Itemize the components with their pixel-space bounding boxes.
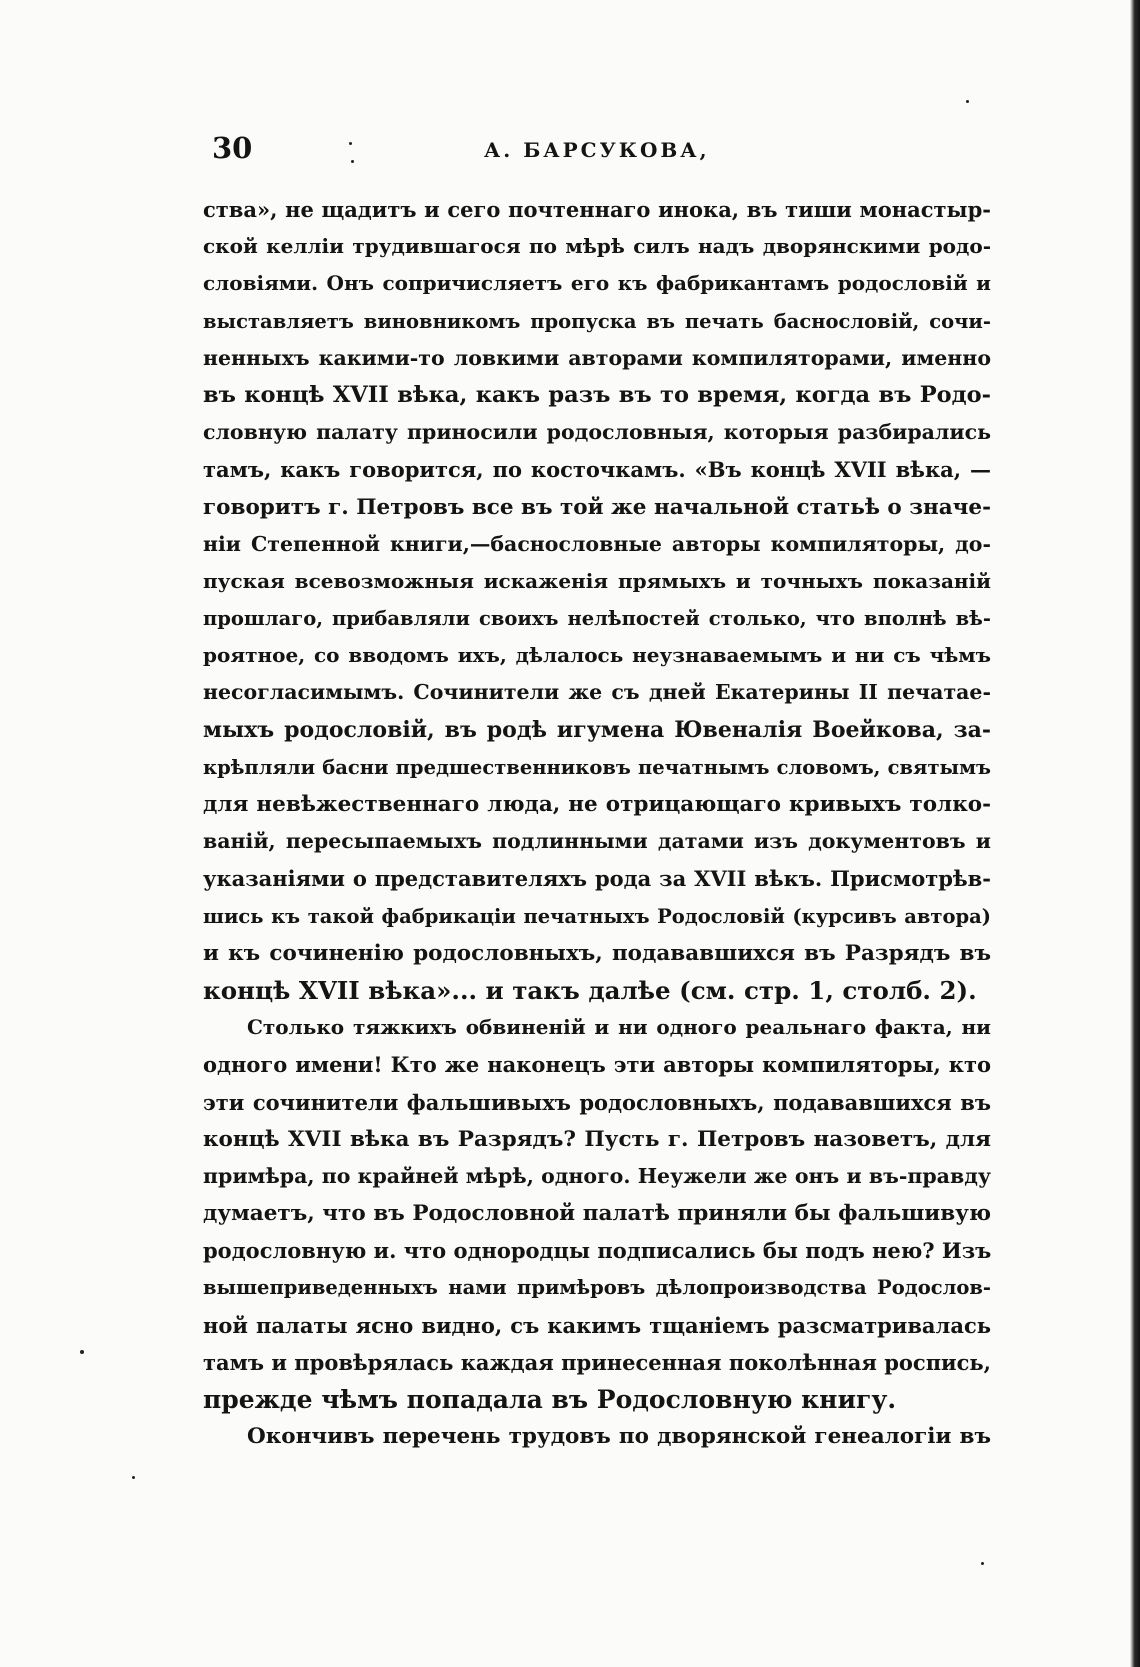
text-line: прежде чѣмъ попадала въ Родословную книгу. [203, 1385, 897, 1414]
text-line: ваній, пересыпаемыхъ подлинными датами изъ документовъ и [203, 829, 991, 854]
text-line: прошлаго, прибавляли своихъ нелѣпостей столько, что вполнѣ вѣ- [203, 607, 991, 631]
scan-speck [80, 1350, 84, 1354]
text-line: ніи Степенной книги,—баснословные авторы компиляторы, до- [203, 531, 991, 556]
text-line: тамъ, какъ говорится, по косточкамъ. «Въ концѣ XVII вѣка, — [203, 457, 991, 483]
text-line: ской келліи трудившагося по мѣрѣ силъ надъ дворянскими родо- [203, 234, 991, 259]
text-line: словную палату приносили родословныя, которыя разбирались [203, 420, 991, 445]
text-line: родословную и. что однородцы подписались бы подъ нею? Изъ [203, 1238, 992, 1264]
running-head: А. БАРСУКОВА, [484, 138, 710, 162]
text-line: тамъ и провѣрялась каждая принесенная поколѣнная роспись, [203, 1349, 991, 1375]
text-line: мыхъ родословій, въ родѣ игумена Ювеналія Воейкова, за- [203, 716, 991, 743]
text-line: крѣпляли басни предшественниковъ печатнымъ словомъ, святымъ [203, 755, 991, 779]
text-line: говоритъ г. Петровъ все въ той же начальной статьѣ о значе- [203, 494, 991, 520]
text-line: концѣ XVII вѣка»... и такъ далѣе (см. стр. 1, столб. 2). [203, 975, 977, 1005]
text-line: для невѣжественнаго люда, не отрицающаго кривыхъ толко- [203, 792, 991, 817]
text-line: примѣра, по крайней мѣрѣ, одного. Неужели же онъ и въ-правду [203, 1163, 991, 1188]
text-line: выставляетъ виновникомъ пропуска въ печать баснословій, сочи- [203, 309, 991, 333]
text-line: пуская всевозможныя искаженія прямыхъ и точныхъ показаній [203, 568, 991, 593]
page-header [212, 128, 1012, 172]
text-line: одного имени! Кто же наконецъ эти авторы компиляторы, кто [203, 1052, 991, 1078]
scan-edge [1130, 0, 1140, 1667]
text-line: несогласимымъ. Сочинители же съ дней Екатерины II печатае- [203, 680, 991, 705]
text-line: шись къ такой фабрикаціи печатныхъ Родословій (курсивъ автора) [203, 904, 991, 928]
text-line: въ концѣ XVII вѣка, какъ разъ въ то время, когда въ Родо- [203, 381, 991, 408]
text-line: ства», не щадитъ и сего почтеннаго инока, въ тиши монастыр- [203, 197, 991, 222]
text-line: и къ сочиненію родословныхъ, подававшихся въ Разрядъ въ [203, 940, 991, 966]
text-line: словіями. Онъ сопричисляетъ его къ фабрикантамъ родословій и [203, 271, 991, 296]
text-line: указаніями о представителяхъ рода за XVII вѣкъ. Присмотрѣв- [203, 866, 991, 892]
text-line: концѣ XVII вѣка въ Разрядъ? Пусть г. Петровъ назоветъ, для [203, 1126, 991, 1152]
text-line: роятное, со вводомъ ихъ, дѣлалось неузнаваемымъ и ни съ чѣмъ [203, 643, 991, 668]
text-line: Столько тяжкихъ обвиненій и ни одного реальнаго факта, ни [247, 1015, 991, 1040]
text-line: эти сочинители фальшивыхъ родословныхъ, подававшихся въ [203, 1089, 991, 1115]
body-text [203, 191, 991, 1455]
scan-speck [966, 100, 969, 103]
text-line: ненныхъ какими-то ловкими авторами компиляторами, именно [203, 345, 991, 370]
text-line: ной палаты ясно видно, съ какимъ тщаніемъ разсматривалась [203, 1312, 991, 1338]
text-line: Окончивъ перечень трудовъ по дворянской генеалогіи въ [247, 1424, 991, 1450]
scan-speck [132, 1476, 135, 1479]
text-line: вышеприведенныхъ нами примѣровъ дѣлопроизводства Родослов- [203, 1276, 991, 1300]
page-number: 30 [212, 131, 253, 165]
scan-speck [981, 1562, 984, 1565]
text-line: думаетъ, что въ Родословной палатѣ приняли бы фальшивую [203, 1201, 991, 1227]
